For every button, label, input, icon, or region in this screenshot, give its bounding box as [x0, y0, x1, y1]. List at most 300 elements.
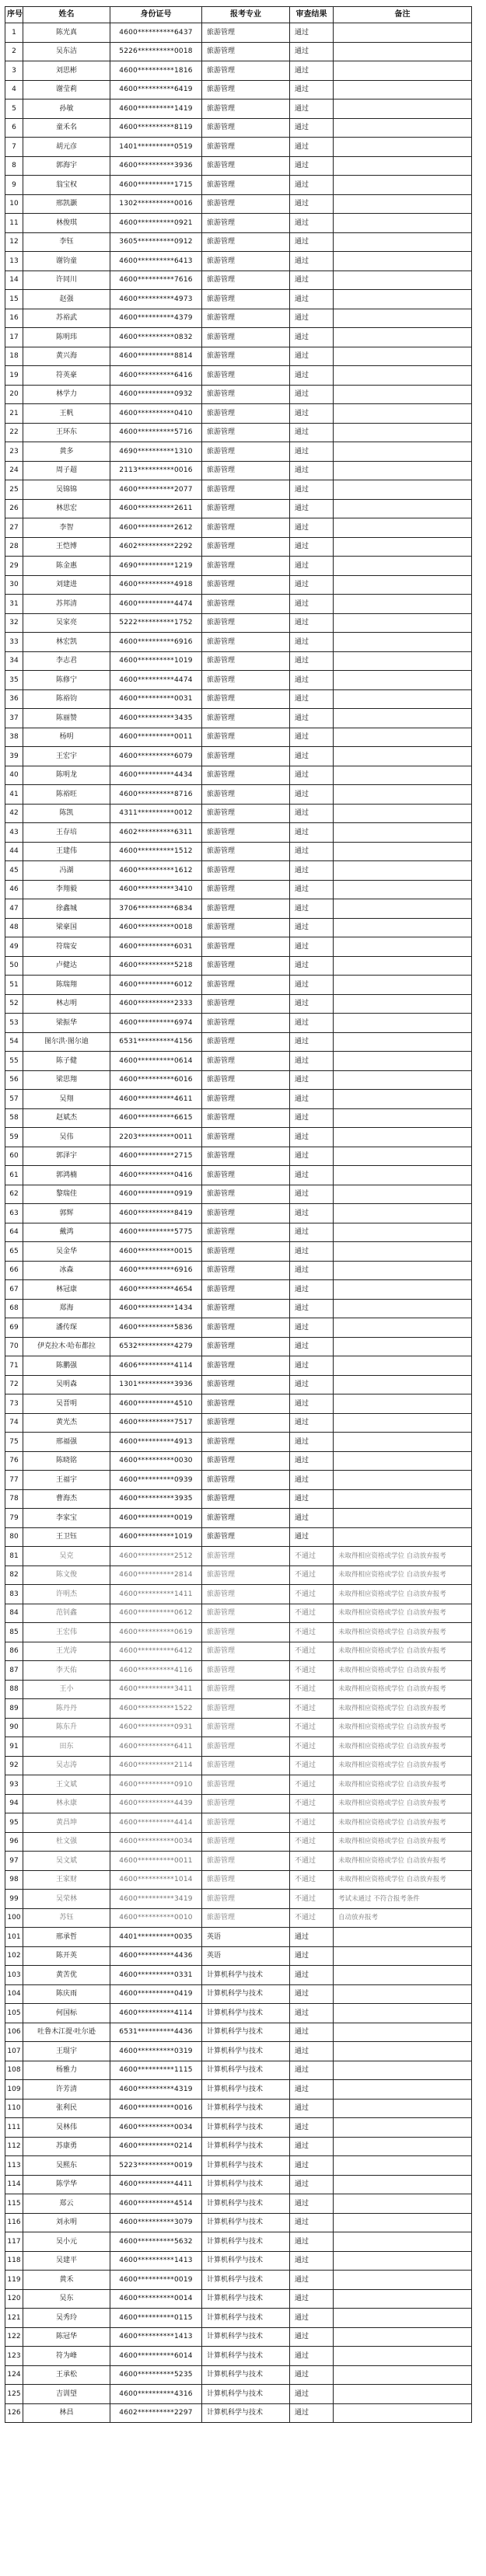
cell-review-result: 通过	[290, 328, 334, 347]
cell-name: 邢凯灏	[23, 194, 110, 214]
cell-id-number: 4600**********4319	[110, 2080, 202, 2100]
cell-name: 吉训望	[23, 2385, 110, 2404]
cell-name: 陈裕钧	[23, 689, 110, 709]
cell-name: 梁思翔	[23, 1070, 110, 1090]
cell-serial-number: 73	[5, 1394, 23, 1414]
cell-remarks	[334, 861, 472, 881]
cell-serial-number: 60	[5, 1147, 23, 1166]
cell-remarks	[334, 2327, 472, 2347]
cell-major: 旅游管理	[202, 747, 290, 766]
cell-name: 陈丽赞	[23, 709, 110, 728]
cell-remarks	[334, 880, 472, 899]
cell-review-result: 通过	[290, 1299, 334, 1318]
cell-major: 旅游管理	[202, 1433, 290, 1452]
cell-name: 陈冠华	[23, 2327, 110, 2347]
cell-name: 吴东洁	[23, 42, 110, 61]
cell-serial-number: 75	[5, 1433, 23, 1452]
cell-name: 郭鸿楠	[23, 1166, 110, 1185]
cell-serial-number: 25	[5, 480, 23, 500]
cell-id-number: 4600**********2715	[110, 1147, 202, 1166]
cell-id-number: 4600**********7616	[110, 271, 202, 290]
table-row	[5, 1642, 472, 1661]
cell-major: 旅游管理	[202, 1794, 290, 1813]
cell-review-result: 通过	[290, 1413, 334, 1433]
cell-major: 计算机科学与技术	[202, 2023, 290, 2042]
candidate-review-table	[5, 6, 472, 2423]
cell-id-number: 4600**********4411	[110, 2175, 202, 2194]
cell-name: 王建伟	[23, 842, 110, 861]
cell-id-number: 4600**********2333	[110, 994, 202, 1014]
cell-remarks	[334, 956, 472, 976]
cell-remarks	[334, 1966, 472, 1985]
cell-review-result: 通过	[290, 1966, 334, 1985]
cell-id-number: 4600**********1715	[110, 176, 202, 195]
cell-serial-number: 88	[5, 1680, 23, 1699]
cell-remarks	[334, 442, 472, 462]
cell-review-result: 通过	[290, 1166, 334, 1185]
cell-remarks	[334, 328, 472, 347]
header-id-number: 身份证号	[110, 7, 202, 23]
table-row	[5, 613, 472, 633]
cell-major: 旅游管理	[202, 1014, 290, 1033]
cell-remarks: 未取得相应资格或学位 自动放弃报考	[334, 1832, 472, 1852]
cell-major: 旅游管理	[202, 1299, 290, 1318]
cell-name: 吴林伟	[23, 2118, 110, 2138]
cell-major: 计算机科学与技术	[202, 2156, 290, 2176]
cell-id-number: 4600**********4379	[110, 309, 202, 328]
cell-review-result: 通过	[290, 689, 334, 709]
cell-remarks	[334, 613, 472, 633]
cell-serial-number: 7	[5, 138, 23, 157]
cell-remarks: 未取得相应资格或学位 自动放弃报考	[334, 1623, 472, 1642]
cell-serial-number: 61	[5, 1166, 23, 1185]
cell-name: 吴熙东	[23, 2156, 110, 2176]
table-row	[5, 899, 472, 919]
cell-serial-number: 103	[5, 1966, 23, 1985]
cell-major: 计算机科学与技术	[202, 2403, 290, 2423]
cell-id-number: 4600**********5836	[110, 1318, 202, 1338]
cell-name: 王小	[23, 1680, 110, 1699]
cell-major: 旅游管理	[202, 385, 290, 404]
cell-name: 符为峰	[23, 2347, 110, 2366]
table-row	[5, 1337, 472, 1356]
table-row	[5, 1489, 472, 1509]
cell-name: 杨雅力	[23, 2061, 110, 2080]
cell-name: 许芳清	[23, 2080, 110, 2100]
cell-major: 旅游管理	[202, 80, 290, 99]
table-row	[5, 1565, 472, 1585]
cell-id-number: 4600**********4913	[110, 1433, 202, 1452]
cell-id-number: 6531**********4436	[110, 2023, 202, 2042]
cell-review-result: 不通过	[290, 1890, 334, 1909]
cell-serial-number: 59	[5, 1128, 23, 1147]
cell-review-result: 通过	[290, 2365, 334, 2385]
table-row	[5, 138, 472, 157]
cell-major: 旅游管理	[202, 232, 290, 252]
table-row	[5, 1166, 472, 1185]
cell-name: 李家宝	[23, 1509, 110, 1528]
cell-id-number: 4600**********2512	[110, 1547, 202, 1566]
cell-major: 旅游管理	[202, 1451, 290, 1471]
table-row	[5, 61, 472, 81]
cell-review-result: 通过	[290, 1509, 334, 1528]
cell-name: 郭辉	[23, 1204, 110, 1223]
cell-major: 旅游管理	[202, 271, 290, 290]
cell-review-result: 通过	[290, 1014, 334, 1033]
cell-id-number: 4600**********4514	[110, 2194, 202, 2214]
cell-review-result: 通过	[290, 1928, 334, 1947]
cell-review-result: 通过	[290, 2099, 334, 2118]
header-row	[5, 7, 472, 23]
table-row	[5, 385, 472, 404]
cell-remarks	[334, 2365, 472, 2385]
cell-review-result: 通过	[290, 2327, 334, 2347]
cell-id-number: 4690**********1310	[110, 442, 202, 462]
cell-review-result: 通过	[290, 728, 334, 747]
cell-serial-number: 99	[5, 1890, 23, 1909]
table-row	[5, 1413, 472, 1433]
cell-review-result: 通过	[290, 1185, 334, 1204]
cell-serial-number: 79	[5, 1509, 23, 1528]
cell-id-number: 4600**********4436	[110, 1946, 202, 1966]
cell-major: 计算机科学与技术	[202, 2347, 290, 2366]
cell-remarks	[334, 709, 472, 728]
cell-name: 苏裕武	[23, 309, 110, 328]
cell-review-result: 通过	[290, 575, 334, 595]
cell-remarks	[334, 2042, 472, 2061]
cell-id-number: 4600**********5235	[110, 2365, 202, 2385]
cell-review-result: 通过	[290, 2271, 334, 2290]
cell-id-number: 4600**********4439	[110, 1794, 202, 1813]
table-row	[5, 2271, 472, 2290]
table-row	[5, 880, 472, 899]
cell-serial-number: 37	[5, 709, 23, 728]
cell-major: 旅游管理	[202, 1223, 290, 1242]
cell-major: 旅游管理	[202, 214, 290, 233]
cell-major: 英语	[202, 1928, 290, 1947]
cell-id-number: 4600**********8119	[110, 118, 202, 138]
cell-major: 计算机科学与技术	[202, 2365, 290, 2385]
cell-remarks: 自动放弃报考	[334, 1908, 472, 1928]
cell-major: 计算机科学与技术	[202, 2385, 290, 2404]
table-row	[5, 1185, 472, 1204]
cell-serial-number: 21	[5, 404, 23, 424]
cell-remarks	[334, 2137, 472, 2156]
cell-review-result: 通过	[290, 1433, 334, 1452]
cell-name: 王宏宇	[23, 747, 110, 766]
cell-remarks	[334, 214, 472, 233]
cell-review-result: 通过	[290, 80, 334, 99]
cell-serial-number: 16	[5, 309, 23, 328]
cell-id-number: 4600**********0019	[110, 1509, 202, 1528]
cell-id-number: 4600**********3079	[110, 2213, 202, 2232]
cell-major: 旅游管理	[202, 1527, 290, 1547]
cell-name: 李天佑	[23, 1661, 110, 1681]
cell-id-number: 4602**********2292	[110, 537, 202, 557]
cell-review-result: 通过	[290, 1471, 334, 1490]
cell-review-result: 通过	[290, 156, 334, 176]
cell-major: 旅游管理	[202, 518, 290, 538]
cell-review-result: 通过	[290, 309, 334, 328]
cell-remarks	[334, 633, 472, 652]
cell-id-number: 4600**********7517	[110, 1413, 202, 1433]
cell-serial-number: 19	[5, 366, 23, 386]
cell-name: 胡元彦	[23, 138, 110, 157]
cell-serial-number: 11	[5, 214, 23, 233]
cell-remarks	[334, 671, 472, 690]
table-row	[5, 1680, 472, 1699]
cell-id-number: 4600**********8814	[110, 347, 202, 366]
cell-review-result: 不通过	[290, 1680, 334, 1699]
cell-name: 赵斌杰	[23, 1108, 110, 1128]
cell-serial-number: 105	[5, 2004, 23, 2023]
cell-review-result: 通过	[290, 423, 334, 442]
cell-name: 陈鹏强	[23, 1356, 110, 1376]
cell-serial-number: 23	[5, 442, 23, 462]
table-row	[5, 1547, 472, 1566]
cell-remarks	[334, 118, 472, 138]
table-row	[5, 2042, 472, 2061]
cell-name: 吴东	[23, 2289, 110, 2309]
table-row	[5, 518, 472, 538]
cell-review-result: 通过	[290, 937, 334, 957]
cell-remarks: 未取得相应资格或学位 自动放弃报考	[334, 1680, 472, 1699]
table-row	[5, 785, 472, 805]
cell-review-result: 通过	[290, 480, 334, 500]
cell-remarks	[334, 575, 472, 595]
cell-remarks	[334, 823, 472, 843]
cell-name: 陈瑞翔	[23, 976, 110, 995]
cell-name: 陈东升	[23, 1718, 110, 1737]
cell-id-number: 4600**********4316	[110, 2385, 202, 2404]
cell-id-number: 4600**********1522	[110, 1699, 202, 1719]
cell-major: 旅游管理	[202, 1813, 290, 1833]
cell-major: 旅游管理	[202, 937, 290, 957]
cell-remarks	[334, 557, 472, 576]
table-row	[5, 1509, 472, 1528]
cell-review-result: 不通过	[290, 1585, 334, 1604]
cell-serial-number: 67	[5, 1280, 23, 1300]
cell-serial-number: 39	[5, 747, 23, 766]
cell-review-result: 通过	[290, 366, 334, 386]
cell-serial-number: 53	[5, 1014, 23, 1033]
table-row	[5, 633, 472, 652]
cell-remarks	[334, 232, 472, 252]
cell-serial-number: 17	[5, 328, 23, 347]
cell-serial-number: 13	[5, 252, 23, 271]
table-row	[5, 1718, 472, 1737]
cell-name: 苏钰	[23, 1908, 110, 1928]
cell-review-result: 通过	[290, 2175, 334, 2194]
header-name: 姓名	[23, 7, 110, 23]
table-row	[5, 309, 472, 328]
cell-serial-number: 76	[5, 1451, 23, 1471]
cell-id-number: 4600**********3411	[110, 1680, 202, 1699]
cell-remarks	[334, 1413, 472, 1433]
table-row	[5, 918, 472, 937]
cell-id-number: 4600**********4116	[110, 1661, 202, 1681]
cell-remarks: 未取得相应资格或学位 自动放弃报考	[334, 1661, 472, 1681]
cell-serial-number: 35	[5, 671, 23, 690]
cell-remarks	[334, 976, 472, 995]
cell-serial-number: 102	[5, 1946, 23, 1966]
cell-major: 旅游管理	[202, 290, 290, 309]
cell-serial-number: 6	[5, 118, 23, 138]
cell-name: 图尔洪·图尔迪	[23, 1032, 110, 1052]
cell-review-result: 通过	[290, 2004, 334, 2023]
header-remarks: 备注	[334, 7, 472, 23]
cell-major: 旅游管理	[202, 976, 290, 995]
cell-review-result: 不通过	[290, 1661, 334, 1681]
cell-id-number: 4600**********5775	[110, 1223, 202, 1242]
cell-serial-number: 68	[5, 1299, 23, 1318]
cell-id-number: 4600**********0016	[110, 2099, 202, 2118]
cell-id-number: 4690**********1219	[110, 557, 202, 576]
cell-id-number: 4600**********0910	[110, 1775, 202, 1795]
cell-name: 冰森	[23, 1261, 110, 1280]
cell-major: 旅游管理	[202, 1680, 290, 1699]
cell-review-result: 不通过	[290, 1547, 334, 1566]
cell-id-number: 4401**********0035	[110, 1928, 202, 1947]
cell-name: 黄光杰	[23, 1413, 110, 1433]
cell-review-result: 通过	[290, 290, 334, 309]
cell-major: 旅游管理	[202, 1108, 290, 1128]
cell-serial-number: 123	[5, 2347, 23, 2366]
cell-id-number: 4600**********3936	[110, 156, 202, 176]
cell-review-result: 通过	[290, 747, 334, 766]
cell-serial-number: 119	[5, 2271, 23, 2290]
cell-serial-number: 15	[5, 290, 23, 309]
cell-major: 旅游管理	[202, 1509, 290, 1528]
cell-review-result: 通过	[290, 347, 334, 366]
cell-remarks	[334, 271, 472, 290]
cell-id-number: 4600**********0319	[110, 2042, 202, 2061]
cell-name: 陈开英	[23, 1946, 110, 1966]
table-row	[5, 1984, 472, 2004]
cell-id-number: 4600**********0019	[110, 2271, 202, 2290]
cell-serial-number: 112	[5, 2137, 23, 2156]
cell-id-number: 4600**********6079	[110, 747, 202, 766]
cell-name: 林冠康	[23, 1280, 110, 1300]
cell-name: 黄苦优	[23, 1966, 110, 1985]
cell-major: 旅游管理	[202, 842, 290, 861]
cell-name: 符瑞安	[23, 937, 110, 957]
table-row	[5, 1870, 472, 1890]
cell-serial-number: 101	[5, 1928, 23, 1947]
cell-serial-number: 118	[5, 2251, 23, 2271]
cell-major: 计算机科学与技术	[202, 2251, 290, 2271]
cell-serial-number: 65	[5, 1242, 23, 1262]
cell-remarks: 未取得相应资格或学位 自动放弃报考	[334, 1585, 472, 1604]
cell-review-result: 通过	[290, 1527, 334, 1547]
table-row	[5, 2099, 472, 2118]
table-row	[5, 1375, 472, 1394]
table-row	[5, 156, 472, 176]
cell-remarks	[334, 252, 472, 271]
cell-major: 计算机科学与技术	[202, 2118, 290, 2138]
cell-id-number: 4600**********1512	[110, 842, 202, 861]
cell-review-result: 通过	[290, 1108, 334, 1128]
cell-major: 旅游管理	[202, 1128, 290, 1147]
cell-review-result: 通过	[290, 2061, 334, 2080]
cell-remarks: 考试未通过 不符合报考条件	[334, 1890, 472, 1909]
cell-review-result: 通过	[290, 232, 334, 252]
cell-major: 计算机科学与技术	[202, 2213, 290, 2232]
cell-serial-number: 3	[5, 61, 23, 81]
table-row	[5, 1433, 472, 1452]
table-row	[5, 1585, 472, 1604]
cell-review-result: 通过	[290, 2118, 334, 2138]
cell-remarks	[334, 1471, 472, 1490]
table-row	[5, 766, 472, 785]
cell-serial-number: 87	[5, 1661, 23, 1681]
cell-major: 旅游管理	[202, 1756, 290, 1775]
cell-review-result: 不通过	[290, 1604, 334, 1623]
cell-review-result: 通过	[290, 2232, 334, 2252]
cell-remarks	[334, 747, 472, 766]
cell-serial-number: 116	[5, 2213, 23, 2232]
cell-serial-number: 78	[5, 1489, 23, 1509]
cell-remarks: 未取得相应资格或学位 自动放弃报考	[334, 1852, 472, 1871]
table-row	[5, 1261, 472, 1280]
cell-review-result: 通过	[290, 271, 334, 290]
table-row	[5, 1794, 472, 1813]
cell-id-number: 4600**********0030	[110, 1451, 202, 1471]
table-row	[5, 1147, 472, 1166]
table-row	[5, 1604, 472, 1623]
cell-name: 伊克拉木·哈布都拉	[23, 1337, 110, 1356]
cell-name: 苏康勇	[23, 2137, 110, 2156]
cell-id-number: 4600**********0115	[110, 2309, 202, 2328]
cell-remarks	[334, 2194, 472, 2214]
table-row	[5, 1813, 472, 1833]
cell-id-number: 5223**********0019	[110, 2156, 202, 2176]
header-serial-number: 序号	[5, 7, 23, 23]
cell-remarks	[334, 2251, 472, 2271]
cell-id-number: 4600**********4918	[110, 575, 202, 595]
cell-major: 旅游管理	[202, 1375, 290, 1394]
cell-review-result: 通过	[290, 1318, 334, 1338]
table-row	[5, 2309, 472, 2328]
cell-name: 许同川	[23, 271, 110, 290]
cell-review-result: 通过	[290, 2403, 334, 2423]
table-row	[5, 176, 472, 195]
cell-id-number: 4600**********0034	[110, 1832, 202, 1852]
cell-major: 旅游管理	[202, 861, 290, 881]
cell-review-result: 通过	[290, 709, 334, 728]
cell-serial-number: 50	[5, 956, 23, 976]
cell-review-result: 通过	[290, 804, 334, 823]
cell-major: 旅游管理	[202, 537, 290, 557]
cell-name: 林昌	[23, 2403, 110, 2423]
cell-serial-number: 10	[5, 194, 23, 214]
cell-remarks	[334, 290, 472, 309]
cell-remarks	[334, 461, 472, 480]
table-row	[5, 671, 472, 690]
table-row	[5, 214, 472, 233]
cell-name: 吴明森	[23, 1375, 110, 1394]
cell-review-result: 通过	[290, 1451, 334, 1471]
table-row	[5, 1946, 472, 1966]
cell-name: 吴晋明	[23, 1394, 110, 1414]
cell-serial-number: 44	[5, 842, 23, 861]
cell-id-number: 4600**********5218	[110, 956, 202, 976]
table-row	[5, 804, 472, 823]
cell-name: 田东	[23, 1737, 110, 1757]
cell-review-result: 通过	[290, 2213, 334, 2232]
cell-major: 旅游管理	[202, 309, 290, 328]
cell-major: 旅游管理	[202, 1471, 290, 1490]
